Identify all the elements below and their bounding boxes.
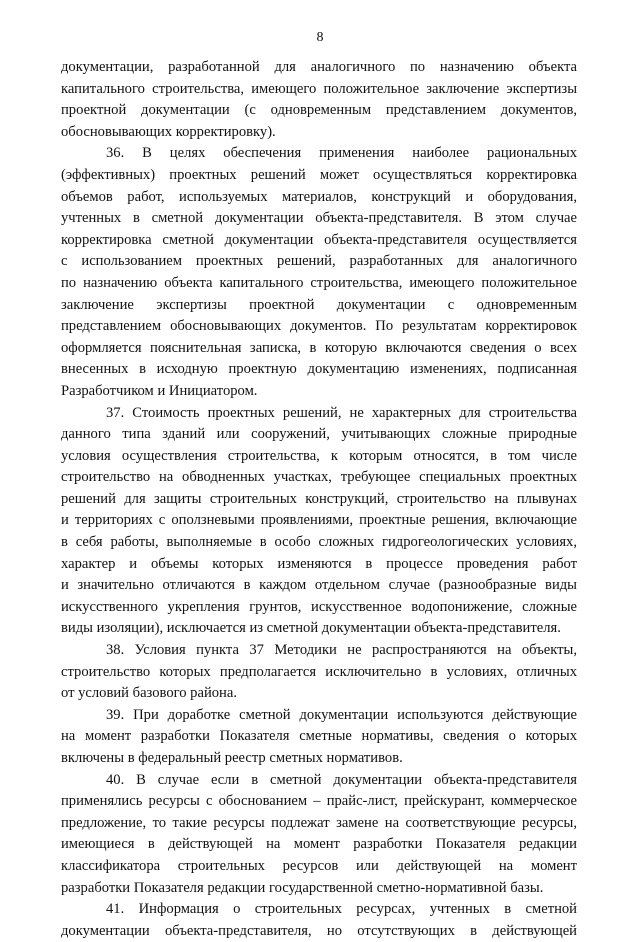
text-line: строительство на обводненных участках, требующее специальных проектных — [61, 469, 577, 486]
text-line: документации объекта-представителя, но отсутствующих в действующей — [61, 922, 577, 939]
text-line: применялись ресурсы с обоснованием – прайс-лист, прейскурант, коммерческое — [61, 793, 577, 810]
text-line: проектной документации (с одновременным представлением документов, — [61, 102, 577, 119]
text-line: строительство которых предполагается исключительно в условиях, отличных — [61, 663, 577, 680]
text-line: в себя работы, выполняемые в особо сложных гидрогеологических условиях, — [61, 534, 577, 551]
text-line: объемов работ, используемых материалов, конструкций и оборудования, — [61, 188, 577, 205]
text-line: 38. Условия пункта 37 Методики не распространяются на объекты, — [106, 642, 577, 659]
text-line: заключение экспертизы проектной документации с одновременным — [61, 296, 577, 313]
text-line: решений для защиты строительных конструкций, строительство на плывунах — [61, 490, 577, 507]
text-line: капитального строительства, имеющего положительное заключение экспертизы — [61, 80, 577, 97]
text-line: данного типа зданий или сооружений, учитывающих сложные природные — [61, 426, 577, 443]
text-line: 36. В целях обеспечения применения наиболее рациональных — [106, 145, 577, 162]
text-line: включены в федеральный реестр сметных нормативов. — [61, 750, 403, 766]
text-line: представлением обосновывающих документов. По результатам корректировок — [61, 318, 577, 335]
text-line: характер и объемы которых изменяются в процессе проведения работ — [61, 555, 577, 572]
text-line: учтенных в сметной документации объекта-представителя. В этом случае — [61, 210, 577, 227]
text-line: (эффективных) проектных решений может осуществляться корректировка — [61, 166, 577, 183]
text-line: 40. В случае если в сметной документации объекта-представителя — [106, 771, 577, 788]
text-line: 41. Информация о строительных ресурсах, учтенных в сметной — [106, 901, 577, 918]
text-line: от условий базового района. — [61, 685, 237, 702]
text-line: и территориях с оползневыми проявлениями, проектные решения, включающие — [61, 512, 577, 529]
text-line: 37. Стоимость проектных решений, не характерных для строительства — [106, 404, 577, 421]
page-number: 8 — [316, 30, 324, 45]
text-line: имеющиеся в действующей на момент разработки Показателя редакции — [61, 836, 577, 853]
text-line: оформляется пояснительная записка, в которую включаются сведения о всех — [61, 339, 577, 356]
text-line: классификатора строительных ресурсов или действующей на момент — [61, 857, 577, 874]
text-line: и значительно отличаются в каждом отдельном случае (разнообразные виды — [61, 577, 577, 594]
body-text — [61, 57, 577, 942]
text-line: искусственного укрепления грунтов, искусственное водопонижение, сложные — [61, 598, 577, 615]
text-line: с использованием проектных решений, разработанных для аналогичного — [61, 253, 577, 270]
text-line: внесенных в исходную проектную документацию изменениях, подписанная — [61, 361, 577, 378]
text-line: документации, разработанной для аналогичного по назначению объекта — [61, 59, 577, 75]
text-line: по назначению объекта капитального строительства, имеющего положительное — [61, 274, 577, 291]
text-line: Разработчиком и Инициатором. — [61, 382, 258, 399]
text-line: 39. При доработке сметной документации используются действующие — [106, 706, 577, 723]
text-line: обосновывающих корректировку). — [61, 123, 276, 140]
text-line: разработки Показателя редакции государственной сметно-нормативной базы. — [61, 879, 544, 896]
text-line: корректировка сметной документации объекта-представителя осуществляется — [61, 231, 577, 248]
text-line: на момент разработки Показателя сметные нормативы, сведения о которых — [61, 728, 577, 745]
text-line: предложение, то такие ресурсы подлежат замене на соответствующие ресурсы, — [61, 814, 577, 831]
text-line: условия осуществления строительства, к которым относятся, в том числе — [61, 447, 577, 464]
text-line: виды изоляции), исключается из сметной документации объекта-представителя. — [61, 620, 561, 637]
